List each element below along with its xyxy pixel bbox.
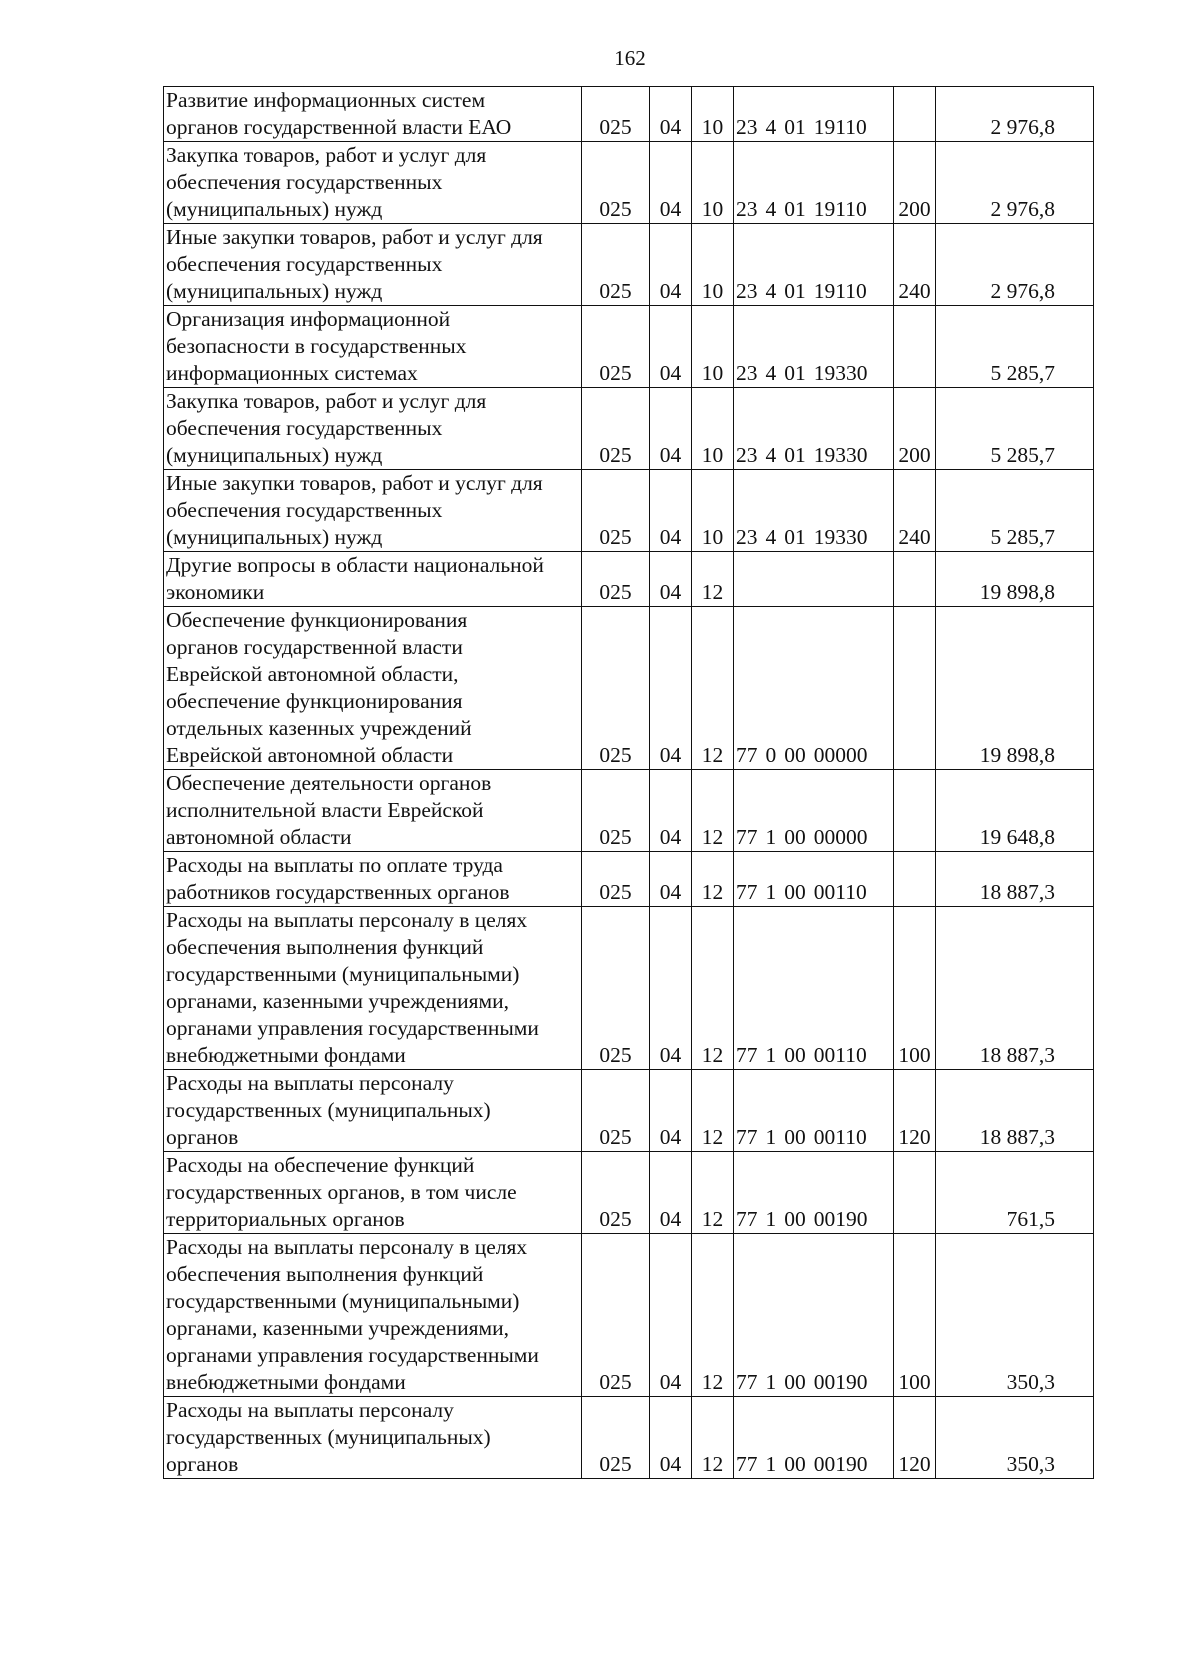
row-name-line: внебюджетными фондами [166,1370,406,1394]
subsection-code-cell: 10 [692,306,734,388]
target-article-cell [734,306,894,388]
row-name-cell [164,87,582,142]
amount-cell: 5 285,7 [936,470,1094,552]
expense-type-cell: 200 [894,142,936,224]
section-code-cell: 04 [650,142,692,224]
amount-cell: 350,3 [936,1397,1094,1479]
subsection-code-cell: 12 [692,1070,734,1152]
target-article-part: 23 [736,525,758,549]
subsection-code-cell: 12 [692,1152,734,1234]
row-name-line: (муниципальных) нужд [166,443,383,467]
target-article-part: 77 [736,825,758,849]
row-name-cell [164,224,582,306]
target-article-part: 00000 [813,743,868,767]
amount-cell: 350,3 [936,1234,1094,1397]
target-article-part: 01 [784,525,806,549]
page-number: 162 [614,46,646,70]
row-name-cell [164,907,582,1070]
ministry-code-cell: 025 [582,388,650,470]
table-row [164,852,1094,907]
target-article-part: 4 [765,525,777,549]
row-name-line: информационных системах [166,361,418,385]
subsection-code-cell: 12 [692,1234,734,1397]
target-article-part: 00 [784,1370,806,1394]
target-article-part: 19110 [813,115,867,139]
target-article-part: 1 [765,825,777,849]
expense-type-cell: 240 [894,224,936,306]
row-name-cell [164,1397,582,1479]
row-name-cell [164,770,582,852]
row-name-cell [164,552,582,607]
row-name-line: Развитие информационных систем [166,88,486,112]
target-article-part: 19110 [813,197,867,221]
subsection-code-cell: 12 [692,607,734,770]
row-name-cell [164,1234,582,1397]
target-article-part: 00 [784,825,806,849]
row-name-line: Иные закупки товаров, работ и услуг для [166,225,543,249]
row-name-line: органами, казенными учреждениями, [166,989,509,1013]
table-row [164,224,1094,306]
target-article-part: 00 [784,1207,806,1231]
ministry-code-cell: 025 [582,224,650,306]
row-name-line: автономной области [166,825,352,849]
row-name-line: обеспечение функционирования [166,689,463,713]
section-code-cell: 04 [650,224,692,306]
section-code-cell: 04 [650,87,692,142]
row-name-cell [164,470,582,552]
row-name-line: Иные закупки товаров, работ и услуг для [166,471,543,495]
target-article-part: 19330 [813,443,868,467]
target-article-part: 23 [736,361,758,385]
target-article-part: 01 [784,197,806,221]
section-code-cell: 04 [650,1397,692,1479]
target-article-part: 77 [736,1207,758,1231]
expense-type-cell [894,607,936,770]
target-article-cell [734,1397,894,1479]
target-article-part: 00 [784,1043,806,1067]
row-name-line: Закупка товаров, работ и услуг для [166,143,487,167]
target-article-part: 00110 [813,880,867,904]
table-row [164,142,1094,224]
target-article-part: 01 [784,115,806,139]
table-body [164,87,1094,1479]
target-article-part: 0 [765,743,777,767]
target-article-part: 23 [736,443,758,467]
target-article-part: 19110 [813,279,867,303]
expense-type-cell [894,770,936,852]
target-article-part: 00190 [813,1207,868,1231]
expense-type-cell: 100 [894,1234,936,1397]
target-article-part: 1 [765,1125,777,1149]
row-name-line: Расходы на выплаты персоналу в целях [166,908,528,932]
target-article-part: 4 [765,279,777,303]
row-name-line: государственными (муниципальными) [166,1289,520,1313]
target-article-part: 77 [736,743,758,767]
ministry-code-cell: 025 [582,142,650,224]
row-name-line: органами управления государственными [166,1016,539,1040]
amount-cell: 19 898,8 [936,607,1094,770]
amount-cell: 18 887,3 [936,1070,1094,1152]
row-name-line: (муниципальных) нужд [166,525,383,549]
table-row [164,87,1094,142]
target-article-part: 4 [765,443,777,467]
section-code-cell: 04 [650,607,692,770]
target-article-part: 77 [736,1043,758,1067]
section-code-cell: 04 [650,1234,692,1397]
target-article-part: 00 [784,743,806,767]
row-name-line: обеспечения выполнения функций [166,1262,484,1286]
amount-cell: 19 898,8 [936,552,1094,607]
subsection-code-cell: 12 [692,1397,734,1479]
expense-type-cell: 240 [894,470,936,552]
target-article-part: 1 [765,1207,777,1231]
section-code-cell: 04 [650,1070,692,1152]
row-name-line: обеспечения государственных [166,498,443,522]
table-row [164,470,1094,552]
target-article-cell [734,770,894,852]
row-name-line: обеспечения государственных [166,170,443,194]
target-article-part: 00110 [813,1043,867,1067]
amount-cell: 2 976,8 [936,87,1094,142]
row-name-line: органами управления государственными [166,1343,539,1367]
target-article-part: 00190 [813,1452,868,1476]
target-article-cell [734,552,894,607]
target-article-part: 77 [736,1370,758,1394]
row-name-line: Расходы на выплаты по оплате труда [166,853,503,877]
target-article-cell [734,470,894,552]
ministry-code-cell: 025 [582,852,650,907]
table-row [164,607,1094,770]
target-article-part: 1 [765,880,777,904]
expense-type-cell [894,306,936,388]
row-name-line: органами, казенными учреждениями, [166,1316,509,1340]
row-name-cell [164,388,582,470]
amount-cell: 2 976,8 [936,224,1094,306]
amount-cell: 2 976,8 [936,142,1094,224]
row-name-line: Обеспечение деятельности органов [166,771,492,795]
amount-cell: 761,5 [936,1152,1094,1234]
subsection-code-cell: 10 [692,470,734,552]
subsection-code-cell: 12 [692,852,734,907]
row-name-line: обеспечения государственных [166,416,443,440]
ministry-code-cell: 025 [582,552,650,607]
row-name-line: Расходы на выплаты персоналу [166,1071,454,1095]
target-article-part: 23 [736,279,758,303]
row-name-line: Еврейской автономной области, [166,662,459,686]
target-article-part: 77 [736,880,758,904]
row-name-line: Расходы на выплаты персоналу в целях [166,1235,528,1259]
target-article-cell [734,1070,894,1152]
target-article-part: 01 [784,361,806,385]
section-code-cell: 04 [650,907,692,1070]
target-article-part: 19330 [813,525,868,549]
subsection-code-cell: 10 [692,224,734,306]
target-article-part: 19330 [813,361,868,385]
section-code-cell: 04 [650,1152,692,1234]
ministry-code-cell: 025 [582,87,650,142]
row-name-cell [164,306,582,388]
table-row [164,388,1094,470]
expense-type-cell [894,1152,936,1234]
table-row [164,306,1094,388]
row-name-line: органов [166,1125,239,1149]
target-article-part: 1 [765,1452,777,1476]
expense-type-cell: 100 [894,907,936,1070]
table-row [164,1070,1094,1152]
row-name-line: (муниципальных) нужд [166,279,383,303]
row-name-line: Обеспечение функционирования [166,608,468,632]
target-article-part: 77 [736,1125,758,1149]
row-name-cell [164,1152,582,1234]
row-name-line: органов [166,1452,239,1476]
row-name-cell [164,607,582,770]
subsection-code-cell: 10 [692,142,734,224]
target-article-cell [734,852,894,907]
target-article-cell [734,388,894,470]
table-row [164,1397,1094,1479]
table-row [164,907,1094,1070]
ministry-code-cell: 025 [582,770,650,852]
target-article-cell [734,1152,894,1234]
budget-table [163,86,1094,1479]
ministry-code-cell: 025 [582,1070,650,1152]
ministry-code-cell: 025 [582,470,650,552]
target-article-part: 00 [784,880,806,904]
ministry-code-cell: 025 [582,1152,650,1234]
target-article-part: 00 [784,1452,806,1476]
target-article-part: 23 [736,115,758,139]
row-name-line: Расходы на выплаты персоналу [166,1398,454,1422]
amount-cell: 19 648,8 [936,770,1094,852]
row-name-line: Еврейской автономной области [166,743,454,767]
row-name-line: обеспечения выполнения функций [166,935,484,959]
ministry-code-cell: 025 [582,1397,650,1479]
ministry-code-cell: 025 [582,306,650,388]
target-article-part: 00110 [813,1125,867,1149]
section-code-cell: 04 [650,306,692,388]
target-article-cell [734,224,894,306]
amount-cell: 18 887,3 [936,907,1094,1070]
expense-type-cell: 120 [894,1397,936,1479]
row-name-line: органов государственной власти [166,635,463,659]
row-name-line: экономики [166,580,265,604]
amount-cell: 18 887,3 [936,852,1094,907]
section-code-cell: 04 [650,552,692,607]
row-name-cell [164,852,582,907]
subsection-code-cell: 12 [692,552,734,607]
target-article-cell [734,87,894,142]
table-row [164,552,1094,607]
table-row [164,1234,1094,1397]
target-article-part: 01 [784,279,806,303]
target-article-part: 1 [765,1043,777,1067]
table-row [164,1152,1094,1234]
table-row [164,770,1094,852]
subsection-code-cell: 12 [692,770,734,852]
target-article-cell [734,607,894,770]
row-name-line: территориальных органов [166,1207,405,1231]
subsection-code-cell: 12 [692,907,734,1070]
target-article-part: 00190 [813,1370,868,1394]
amount-cell: 5 285,7 [936,306,1094,388]
row-name-line: исполнительной власти Еврейской [166,798,484,822]
section-code-cell: 04 [650,470,692,552]
ministry-code-cell: 025 [582,1234,650,1397]
row-name-line: государственных органов, в том числе [166,1180,517,1204]
subsection-code-cell: 10 [692,388,734,470]
row-name-line: безопасности в государственных [166,334,467,358]
target-article-cell [734,1234,894,1397]
section-code-cell: 04 [650,852,692,907]
target-article-part: 77 [736,1452,758,1476]
target-article-part: 23 [736,197,758,221]
row-name-line: государственных (муниципальных) [166,1098,491,1122]
row-name-line: государственными (муниципальными) [166,962,520,986]
target-article-part: 4 [765,361,777,385]
row-name-line: органов государственной власти ЕАО [166,115,512,139]
row-name-line: государственных (муниципальных) [166,1425,491,1449]
target-article-part: 1 [765,1370,777,1394]
target-article-part: 00 [784,1125,806,1149]
expense-type-cell [894,87,936,142]
target-article-part: 4 [765,115,777,139]
subsection-code-cell: 10 [692,87,734,142]
row-name-line: (муниципальных) нужд [166,197,383,221]
expense-type-cell: 120 [894,1070,936,1152]
row-name-line: внебюджетными фондами [166,1043,406,1067]
expense-type-cell: 200 [894,388,936,470]
amount-cell: 5 285,7 [936,388,1094,470]
target-article-part: 00000 [813,825,868,849]
row-name-line: Закупка товаров, работ и услуг для [166,389,487,413]
row-name-line: Расходы на обеспечение функций [166,1153,475,1177]
target-article-cell [734,907,894,1070]
row-name-cell [164,1070,582,1152]
target-article-part: 01 [784,443,806,467]
row-name-line: Другие вопросы в области национальной [166,553,544,577]
row-name-line: Организация информационной [166,307,451,331]
expense-type-cell [894,852,936,907]
section-code-cell: 04 [650,770,692,852]
row-name-line: отдельных казенных учреждений [166,716,472,740]
ministry-code-cell: 025 [582,607,650,770]
target-article-cell [734,142,894,224]
section-code-cell: 04 [650,388,692,470]
expense-type-cell [894,552,936,607]
target-article-part: 4 [765,197,777,221]
row-name-line: обеспечения государственных [166,252,443,276]
ministry-code-cell: 025 [582,907,650,1070]
row-name-cell [164,142,582,224]
row-name-line: работников государственных органов [166,880,510,904]
